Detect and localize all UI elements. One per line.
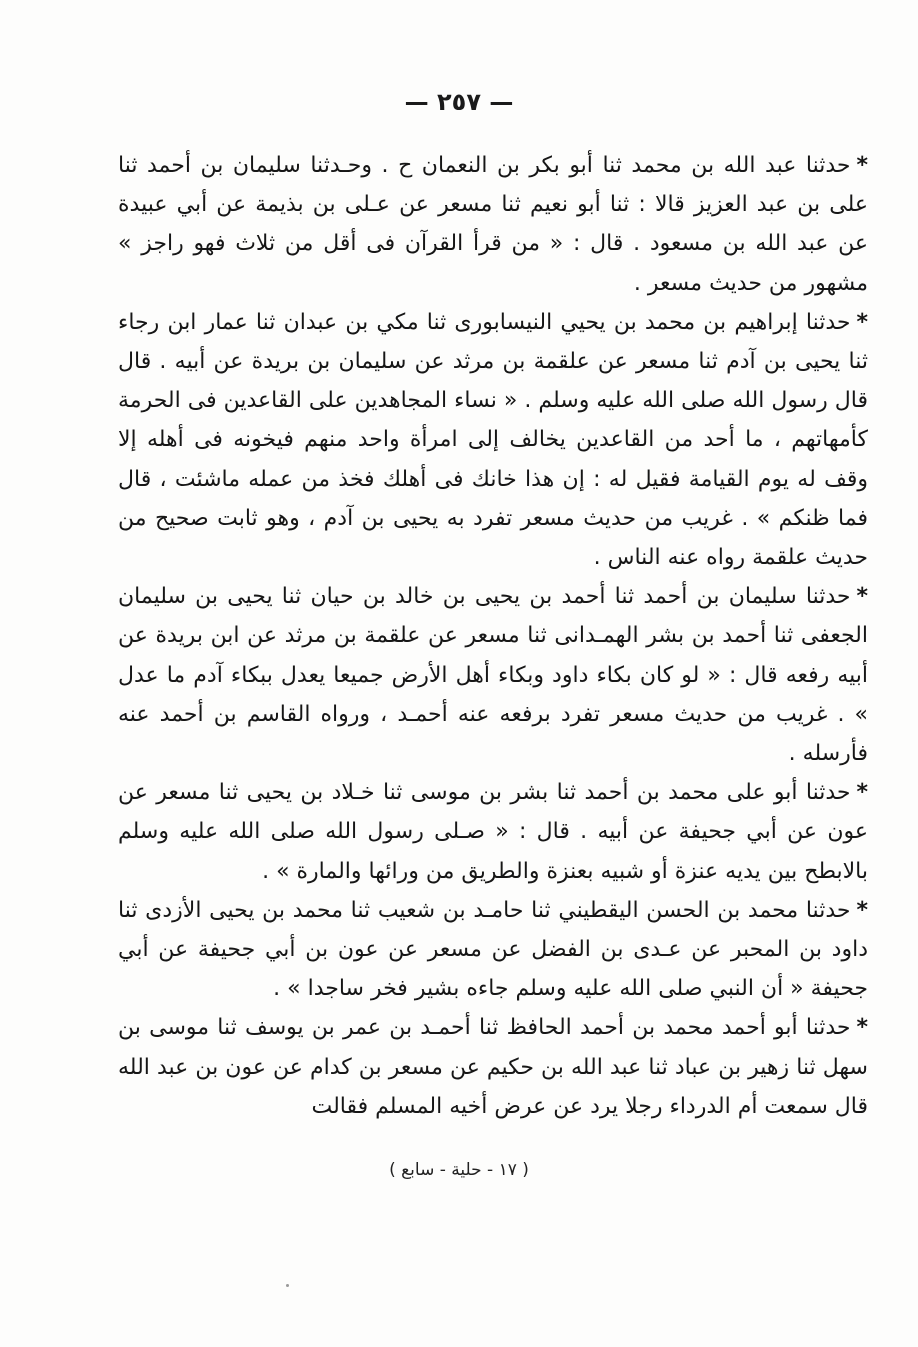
hadith-paragraph-6	[118, 1008, 868, 1126]
paragraph-text: حدثنا أبو أحمد محمد بن أحمد الحافظ ثنا أحمـد بن عمر بن يوسف ثنا موسى بن سهل ثنا زهير بن عباد ثنا عبد الله بن حكيم عن مسعر بن كدام عن عون بن عبد الله قال سمعت أم الدرداء رجلا يرد عن عرض أخيه المسلم فقالت	[118, 1015, 868, 1119]
paragraph-text: حدثنا إبراهيم بن محمد بن يحيي النيسابورى ثنا مكي بن عبدان ثنا عمار ابن رجاء ثنا يحيى بن آدم ثنا مسعر عن علقمة بن مرثد عن سليمان بن بريدة عن أبيه . قال قال رسول الله صلى الله عليه وسلم . « نساء المجاهدين على القاعدين فى الحرمة كأمهاتهم ، ما أحد من القاعدين يخالف إلى امرأة واحد منهم فيخونه فى أهله إلا وقف له يوم القيامة فقيل له : إن هذا خانك فى أهلك فخذ من عمله ماشئت ، قال فما ظنكم » . غريب من حديث مسعر تفرد به يحيى بن آدم ، وهو ثابت صحيح من حديث علقمة رواه عنه الناس .	[118, 309, 868, 571]
page-body	[118, 146, 868, 1126]
paragraph-star: *	[856, 1015, 868, 1041]
signature-mark: ( ١٧ - حلية - سابع )	[389, 1160, 529, 1180]
paragraph-star: *	[856, 897, 868, 923]
page-number: — ٢٥٧ —	[404, 88, 514, 116]
paper-speck	[286, 1284, 289, 1287]
paragraph-star: *	[856, 584, 868, 610]
hadith-paragraph-2	[118, 303, 868, 577]
paragraph-text: حدثنا أبو على محمد بن أحمد ثنا بشر بن موسى ثنا خـلاد بن يحيى ثنا مسعر عن عون عن أبي جحيفة عن أبيه . قال : « صـلى رسول الله صلى الله عليه وسلم بالابطح بين يديه عنزة أو شبيه بعنزة والطريق من ورائها والمارة » .	[118, 780, 868, 884]
hadith-paragraph-5	[118, 891, 868, 1009]
hadith-paragraph-4	[118, 773, 868, 891]
paragraph-text: حدثنا محمد بن الحسن اليقطيني ثنا حامـد بن شعيب ثنا محمد بن يحيى الأزدى ثنا داود بن المحبر عن عـدى بن الفضل عن مسعر عن عون بن أبي جحيفة عن أبي جحيفة « أن النبي صلى الله عليه وسلم جاءه بشير فخر ساجدا » .	[118, 897, 868, 1002]
paragraph-text: حدثنا عبد الله بن محمد ثنا أبو بكر بن النعمان ح . وحـدثنا سليمان بن أحمد ثنا على بن عبد العزيز قالا : ثنا أبو نعيم ثنا مسعر عن عـلى بن بذيمة عن أبي عبيدة عن عبد الله بن مسعود . قال : « من قرأ القرآن فى أقل من ثلاث فهو راجز » مشهور من حديث مسعر .	[118, 153, 868, 296]
hadith-paragraph-3	[118, 577, 868, 773]
hadith-paragraph-1	[118, 146, 868, 303]
paragraph-star: *	[856, 309, 868, 335]
paragraph-star: *	[856, 153, 868, 178]
paragraph-star: *	[856, 780, 868, 806]
paragraph-text: حدثنا سليمان بن أحمد ثنا أحمد بن يحيى بن خالد بن حيان ثنا يحيى بن سليمان الجعفى ثنا أحمد بن بشر الهمـدانى ثنا مسعر عن علقمة بن مرثد عن ابن بريدة عن أبيه رفعه قال : « لو كان بكاء داود وبكاء أهل الأرض جميعا يعدل ببكاء آدم ما عدل » . غريب من حديث مسعر تفرد برفعه عنه أحمـد ، ورواه القاسم بن أحمد عنه فأرسله .	[118, 584, 868, 767]
